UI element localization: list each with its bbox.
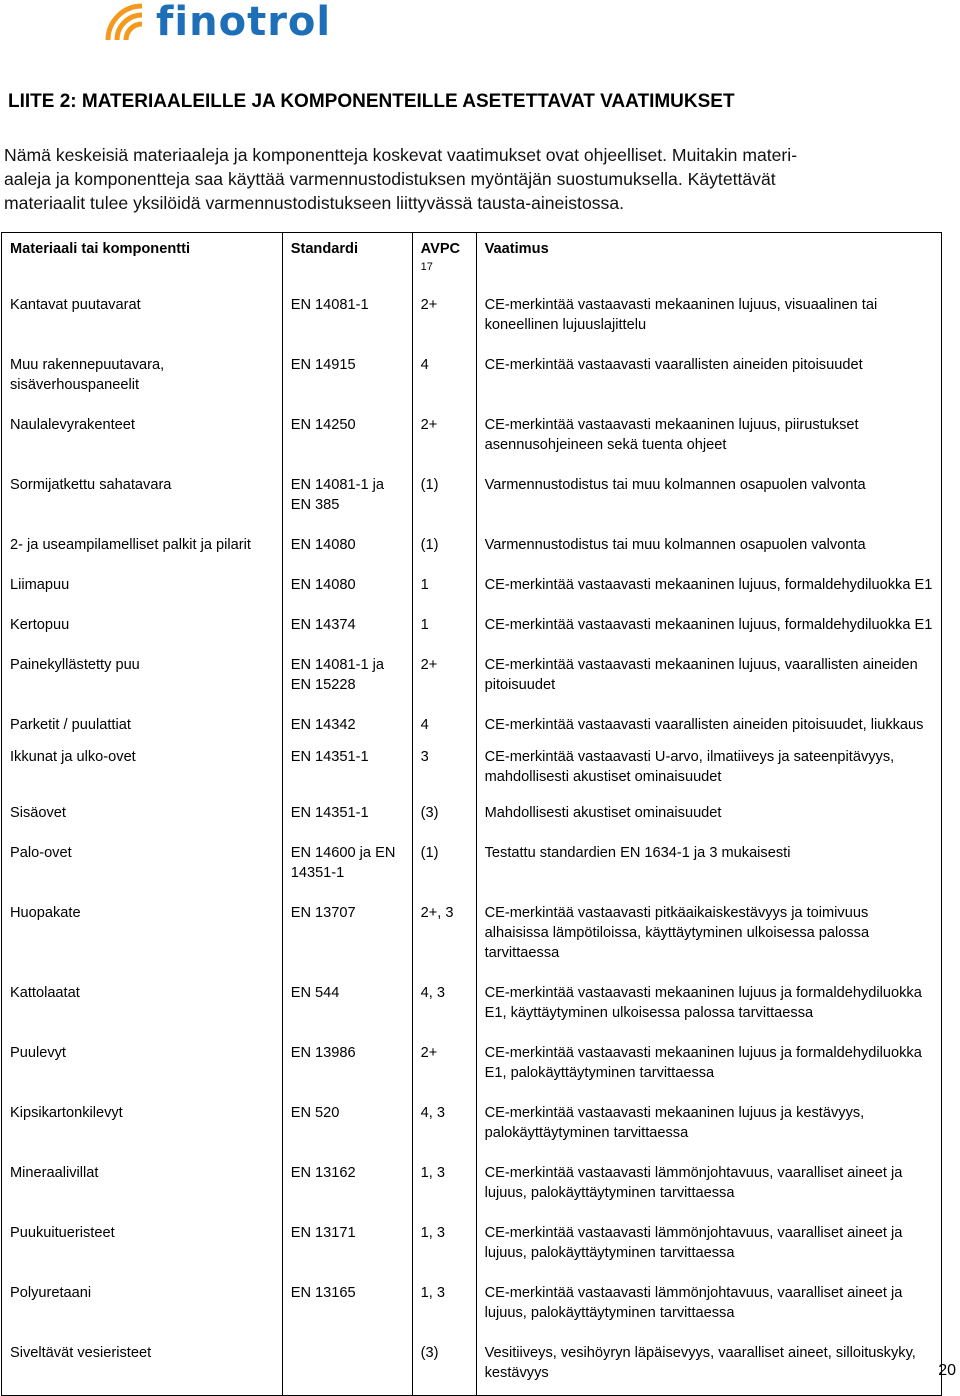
cell-standard: EN 13165 xyxy=(282,1275,412,1335)
cell-avpc: 1 xyxy=(412,607,476,647)
cell-requirement: CE-merkintää vastaavasti mekaaninen lujuus, formaldehydiluokka E1 xyxy=(476,567,941,607)
cell-requirement: CE-merkintää vastaavasti pitkäaikaiskestävyys ja toimivuus alhaisissa lämpötiloissa, käyttäytyminen ulkoisessa palossa tarvittaessa xyxy=(476,895,941,975)
cell-requirement: CE-merkintää vastaavasti lämmönjohtavuus, vaaralliset aineet ja lujuus, palokäyttäytyminen tarvittaessa xyxy=(476,1215,941,1275)
cell-requirement: CE-merkintää vastaavasti mekaaninen lujuus, visuaalinen tai koneellinen lujuuslajittelu xyxy=(476,287,941,347)
cell-requirement: Varmennustodistus tai muu kolmannen osapuolen valvonta xyxy=(476,467,941,527)
cell-material: Liimapuu xyxy=(2,567,283,607)
cell-requirement: CE-merkintää vastaavasti mekaaninen lujuus ja kestävyys, palokäyttäytyminen tarvittaessa xyxy=(476,1095,941,1155)
table-row xyxy=(2,567,942,607)
cell-requirement: CE-merkintää vastaavasti lämmönjohtavuus, vaaralliset aineet ja lujuus, palokäyttäytyminen tarvittaessa xyxy=(476,1275,941,1335)
table-row xyxy=(2,707,942,739)
table-row xyxy=(2,1215,942,1275)
cell-avpc: 4 xyxy=(412,347,476,407)
cell-material: Puulevyt xyxy=(2,1035,283,1095)
cell-avpc: 4 xyxy=(412,707,476,739)
logo-arc-icon xyxy=(104,2,150,42)
table-row xyxy=(2,467,942,527)
cell-requirement: CE-merkintää vastaavasti vaarallisten aineiden pitoisuudet, liukkaus xyxy=(476,707,941,739)
cell-avpc: (3) xyxy=(412,1335,476,1396)
cell-standard: EN 14081-1 ja EN 15228 xyxy=(282,647,412,707)
table-row xyxy=(2,607,942,647)
cell-standard: EN 13986 xyxy=(282,1035,412,1095)
company-logo xyxy=(104,0,331,44)
cell-standard: EN 520 xyxy=(282,1095,412,1155)
cell-avpc: (1) xyxy=(412,835,476,895)
logo-text: finotrol xyxy=(156,0,332,45)
cell-avpc: 3 xyxy=(412,739,476,795)
cell-requirement: CE-merkintää vastaavasti mekaaninen lujuus ja formaldehydiluokka E1, käyttäytyminen ulkoisessa palossa tarvittaessa xyxy=(476,975,941,1035)
table-row xyxy=(2,647,942,707)
cell-avpc: 1 xyxy=(412,567,476,607)
cell-standard: EN 14081-1 ja EN 385 xyxy=(282,467,412,527)
cell-avpc: 2+ xyxy=(412,1035,476,1095)
cell-material: Mineraalivillat xyxy=(2,1155,283,1215)
cell-standard: EN 13171 xyxy=(282,1215,412,1275)
intro-line: Nämä keskeisiä materiaaleja ja komponentteja koskevat vaatimukset ovat ohjeelliset. Muitakin materi- xyxy=(4,145,798,165)
cell-standard: EN 14080 xyxy=(282,567,412,607)
cell-material: Kipsikartonkilevyt xyxy=(2,1095,283,1155)
requirements-table xyxy=(1,232,942,1396)
cell-avpc: (1) xyxy=(412,467,476,527)
cell-avpc: 2+ xyxy=(412,407,476,467)
cell-standard: EN 14081-1 xyxy=(282,287,412,347)
cell-standard: EN 14600 ja EN 14351-1 xyxy=(282,835,412,895)
table-row xyxy=(2,835,942,895)
cell-requirement: Mahdollisesti akustiset ominaisuudet xyxy=(476,795,941,835)
cell-requirement: CE-merkintää vastaavasti mekaaninen lujuus, formaldehydiluokka E1 xyxy=(476,607,941,647)
cell-standard xyxy=(282,1335,412,1396)
table-row xyxy=(2,1035,942,1095)
table-row xyxy=(2,527,942,567)
cell-material: Painekyllästetty puu xyxy=(2,647,283,707)
cell-standard: EN 14342 xyxy=(282,707,412,739)
cell-standard: EN 14915 xyxy=(282,347,412,407)
header-avpc-label: AVPC xyxy=(420,241,461,257)
cell-avpc: (3) xyxy=(412,795,476,835)
intro-paragraph xyxy=(4,143,934,215)
cell-material: Naulalevyrakenteet xyxy=(2,407,283,467)
cell-material: Muu rakennepuutavara, sisäverhouspaneelit xyxy=(2,347,283,407)
table-row xyxy=(2,1335,942,1396)
cell-requirement: Testattu standardien EN 1634-1 ja 3 mukaisesti xyxy=(476,835,941,895)
cell-avpc: (1) xyxy=(412,527,476,567)
table-row xyxy=(2,795,942,835)
cell-avpc: 2+ xyxy=(412,287,476,347)
table-row xyxy=(2,739,942,795)
cell-standard: EN 14080 xyxy=(282,527,412,567)
header-requirement: Vaatimus xyxy=(476,233,941,288)
header-material: Materiaali tai komponentti xyxy=(2,233,283,288)
cell-avpc: 4, 3 xyxy=(412,1095,476,1155)
cell-standard: EN 14250 xyxy=(282,407,412,467)
cell-requirement: CE-merkintää vastaavasti U-arvo, ilmatiiveys ja sateenpitävyys, mahdollisesti akustiset ominaisuudet xyxy=(476,739,941,795)
page-number: 20 xyxy=(938,1362,956,1379)
table-row xyxy=(2,1275,942,1335)
table-body xyxy=(2,287,942,1396)
table-row xyxy=(2,1155,942,1215)
header-avpc xyxy=(412,233,476,288)
cell-material: Polyuretaani xyxy=(2,1275,283,1335)
cell-requirement: Varmennustodistus tai muu kolmannen osapuolen valvonta xyxy=(476,527,941,567)
cell-avpc: 1, 3 xyxy=(412,1275,476,1335)
cell-material: Parketit / puulattiat xyxy=(2,707,283,739)
cell-material: Kertopuu xyxy=(2,607,283,647)
cell-material: Palo-ovet xyxy=(2,835,283,895)
cell-requirement: CE-merkintää vastaavasti vaarallisten aineiden pitoisuudet xyxy=(476,347,941,407)
cell-material: Huopakate xyxy=(2,895,283,975)
cell-avpc: 4, 3 xyxy=(412,975,476,1035)
cell-material: Sisäovet xyxy=(2,795,283,835)
cell-material: 2- ja useampilamelliset palkit ja pilarit xyxy=(2,527,283,567)
cell-avpc: 1, 3 xyxy=(412,1155,476,1215)
cell-requirement: CE-merkintää vastaavasti mekaaninen lujuus, piirustukset asennusohjeineen sekä tuenta ohjeet xyxy=(476,407,941,467)
table-row xyxy=(2,347,942,407)
cell-standard: EN 14351-1 xyxy=(282,795,412,835)
page-heading: LIITE 2: MATERIAALEILLE JA KOMPONENTEILLE ASETETTAVAT VAATIMUKSET xyxy=(8,91,735,112)
cell-material: Kattolaatat xyxy=(2,975,283,1035)
header-standard: Standardi xyxy=(282,233,412,288)
cell-avpc: 1, 3 xyxy=(412,1215,476,1275)
table-row xyxy=(2,407,942,467)
table-row xyxy=(2,975,942,1035)
cell-requirement: Vesitiiveys, vesihöyryn läpäisevyys, vaaralliset aineet, silloituskyky, kestävyys xyxy=(476,1335,941,1396)
cell-standard: EN 544 xyxy=(282,975,412,1035)
cell-standard: EN 14374 xyxy=(282,607,412,647)
table-row xyxy=(2,895,942,975)
cell-standard: EN 13162 xyxy=(282,1155,412,1215)
cell-material: Ikkunat ja ulko-ovet xyxy=(2,739,283,795)
footnote-ref: 17 xyxy=(420,261,433,273)
table-row xyxy=(2,1095,942,1155)
cell-standard: EN 13707 xyxy=(282,895,412,975)
cell-requirement: CE-merkintää vastaavasti lämmönjohtavuus, vaaralliset aineet ja lujuus, palokäyttäytyminen tarvittaessa xyxy=(476,1155,941,1215)
cell-material: Kantavat puutavarat xyxy=(2,287,283,347)
cell-avpc: 2+ xyxy=(412,647,476,707)
intro-line: materiaalit tulee yksilöidä varmennustodistukseen liittyvässä tausta-aineistossa. xyxy=(4,193,624,213)
cell-requirement: CE-merkintää vastaavasti mekaaninen lujuus, vaarallisten aineiden pitoisuudet xyxy=(476,647,941,707)
cell-requirement: CE-merkintää vastaavasti mekaaninen lujuus ja formaldehydiluokka E1, palokäyttäytyminen tarvittaessa xyxy=(476,1035,941,1095)
table-header-row xyxy=(2,233,942,288)
intro-line: aaleja ja komponentteja saa käyttää varmennustodistuksen myöntäjän suostumuksella. Käytettävät xyxy=(4,169,776,189)
table-row xyxy=(2,287,942,347)
cell-material: Puukuitueristeet xyxy=(2,1215,283,1275)
cell-standard: EN 14351-1 xyxy=(282,739,412,795)
cell-avpc: 2+, 3 xyxy=(412,895,476,975)
cell-material: Sormijatkettu sahatavara xyxy=(2,467,283,527)
cell-material: Siveltävät vesieristeet xyxy=(2,1335,283,1396)
